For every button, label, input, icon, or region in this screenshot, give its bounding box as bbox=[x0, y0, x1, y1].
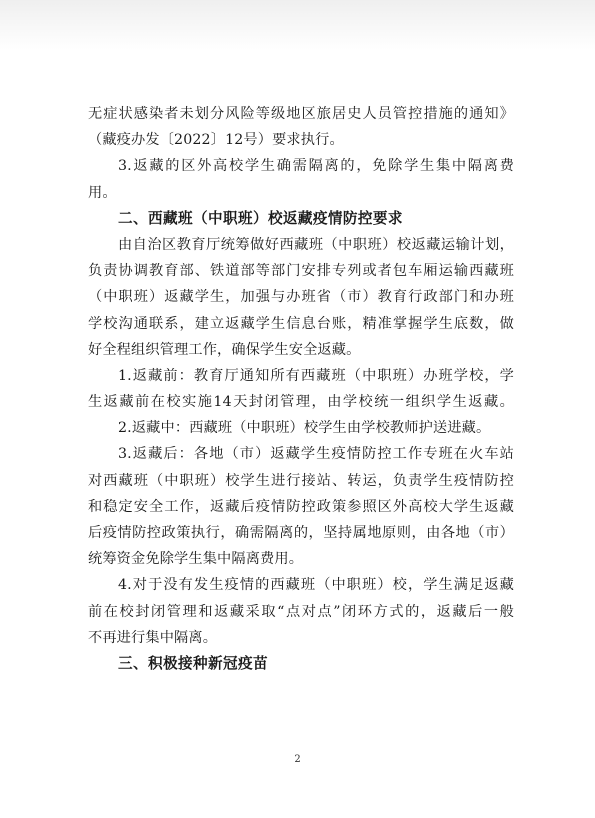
body-line: 不再进行集中隔离。 bbox=[88, 629, 218, 646]
body-line: 负责协调教育部、铁道部等部门安排专列或者包车厢运输西藏班 bbox=[88, 263, 514, 280]
body-line: （藏疫办发〔2022〕12号）要求执行。 bbox=[88, 132, 344, 149]
section-heading: 三、积极接种新冠疫苗 bbox=[118, 654, 268, 672]
scan-shadow bbox=[0, 0, 595, 50]
body-line: 由自治区教育厅统筹做好西藏班（中职班）校返藏运输计划， bbox=[118, 236, 514, 253]
body-line: 对西藏班（中职班）校学生进行接站、转运，负责学生疫情防控 bbox=[88, 472, 514, 489]
body-line: 统筹资金免除学生集中隔离费用。 bbox=[88, 551, 304, 568]
body-line: 和稳定安全工作，返藏后疫情防控政策参照区外高校大学生返藏 bbox=[88, 498, 514, 515]
body-line: 生返藏前在校实施14天封闭管理，由学校统一组织学生返藏。 bbox=[88, 394, 514, 411]
body-line: 学校沟通联系，建立返藏学生信息台账，精准掌握学生底数，做 bbox=[88, 315, 514, 332]
section-heading: 二、西藏班（中职班）校返藏疫情防控要求 bbox=[118, 209, 403, 227]
body-line: 好全程组织管理工作，确保学生安全返藏。 bbox=[88, 341, 361, 358]
body-line: （中职班）返藏学生，加强与办班省（市）教育行政部门和办班 bbox=[88, 289, 514, 306]
body-line: 4.对于没有发生疫情的西藏班（中职班）校，学生满足返藏 bbox=[118, 577, 514, 594]
body-line: 用。 bbox=[88, 184, 117, 201]
body-line: 3.返藏的区外高校学生确需隔离的，免除学生集中隔离费 bbox=[118, 158, 514, 175]
body-line: 前在校封闭管理和返藏采取“点对点”闭环方式的，返藏后一般 bbox=[88, 603, 514, 620]
body-line: 3.返藏后：各地（市）返藏学生疫情防控工作专班在火车站 bbox=[118, 446, 514, 463]
body-line: 无症状感染者未划分风险等级地区旅居史人员管控措施的通知》 bbox=[88, 106, 514, 122]
body-line: 后疫情防控政策执行，确需隔离的，坚持属地原则，由各地（市） bbox=[88, 525, 514, 541]
page-number: 2 bbox=[294, 754, 301, 765]
body-line: 2.返藏中：西藏班（中职班）校学生由学校教师护送进藏。 bbox=[118, 420, 491, 437]
document-body bbox=[88, 101, 514, 677]
body-line: 1.返藏前：教育厅通知所有西藏班（中职班）办班学校，学 bbox=[118, 367, 514, 384]
